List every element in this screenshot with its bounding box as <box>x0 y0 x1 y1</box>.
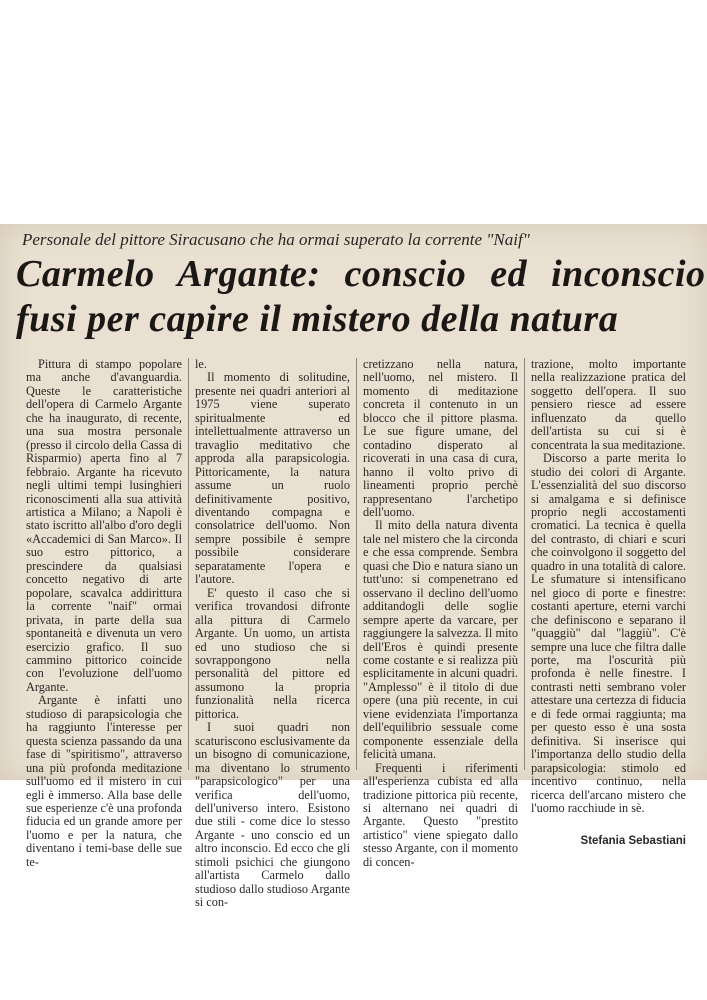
paragraph: Il mito della natura diventa tale nel mistero che la circonda e che essa comprende. Sembra quasi che Dio e natura siano un tutt'uno: si compenetrano ed osservano il declino dell'uomo additandogli delle soglie sempre aperte da varcare, per raggiungere la salvezza. Il mito dell'Eros è quindi presente come costante e si realizza più esplicitamente in alcuni quadri. "Amplesso" è il titolo di due opere (una più recente, in cui viene evidenziata l'importanza dell'equilibrio sessuale come componente essenziale della felicità umana. <box>363 518 518 762</box>
paragraph: Pittura di stampo popolare ma anche d'avanguardia. Queste le caratteristiche dell'opera di Carmelo Argante che ha inaugurato, di recente, una sua mostra personale (presso il circolo della Cassa di Risparmio) aperta fino al 7 febbraio. Argante ha ricevuto negli ultimi tempi lusinghieri riconoscimenti alla sua attività artistica a Milano; a Napoli è stato iscritto all'albo d'oro degli «Accademici di San Marco». Il suo estro pittorico, a prescindere da qualsiasi concetto negativo di arte popolare, scavalca addirittura la corrente "naif" ormai privata, in parte della sua spontaneità e divenuta un vero esercizio grafico. Il suo cammino pittorico coincide con l'evoluzione dell'uomo Argante. <box>26 357 182 694</box>
article-column-3 <box>356 357 524 869</box>
paragraph: E' questo il caso che si verifica trovandosi difronte alla pittura di Carmelo Argante. Un uomo, un artista ed uno studioso che si sovrappongono nella personalità del pittore ed assumono la propria funzionalità nella ricerca pittorica. <box>195 585 350 721</box>
article-column-2 <box>188 357 356 910</box>
article-column-1 <box>20 357 188 869</box>
paragraph: Il momento di solitudine, presente nei quadri anteriori al 1975 viene superato spiritualmente ed intellettualmente attraverso un travaglio meditativo che approda alla parapsicologia. Pittoricamente, la natura assume un ruolo definitivamente positivo, diventando compagna e consolatrice dell'uomo. Non sempre possibile è sempre possibile considerare separatamente l'opera e l'autore. <box>195 370 350 587</box>
author-byline: Stefania Sebastiani <box>580 835 686 848</box>
article-column-4 <box>524 357 692 848</box>
paragraph: le. <box>195 357 207 371</box>
headline <box>16 252 706 342</box>
kicker-subtitle: Personale del pittore Siracusano che ha ormai superato la corrente "Naif" <box>22 230 530 249</box>
headline-line-2: fusi per capire il mistero della natura <box>16 298 619 340</box>
paragraph: Discorso a parte merita lo studio dei colori di Argante. L'essenzialità del suo discorso si amalgama e si definisce proprio negli accostamenti cromatici. La tecnica è quella del contrasto, di chiari e scuri che coinvolgono il soggetto del quadro in una totalità di calore. Le sfumature si intensificano nel gioco di porte e finestre: costanti aperture, eterni varchi che definiscono e separano il "quaggiù" dal "laggiù". C'è sempre una luce che filtra dalle porte, ma l'oscurità più profonda è nelle finestre. I contrasti netti sembrano voler attestare una certezza di fiducia e di fede ormai raggiunta; ma per questo esso è una sosta definitiva. Si inserisce qui l'importanza dello studio della parapsicologia: stimolo ed incentivo continuo, nella ricerca dell'arcano mistero che l'uomo racchiude in sè. <box>531 451 686 815</box>
headline-line-1: Carmelo Argante: conscio ed inconscio <box>16 253 706 295</box>
paragraph: Frequenti i riferimenti all'esperienza cubista ed alla tradizione pittorica più recente, si alternano nei quadri di Argante. Questo "prestito artistico" viene spiegato dallo stesso Argante, con il momento di concen- <box>363 760 518 869</box>
paragraph: I suoi quadri non scaturiscono esclusivamente da un bisogno di comunicazione, ma diventano lo strumento "parapsicologico" per una verifica dell'uomo, dell'universo intero. Esistono due stili - come dice lo stesso Argante - uno conscio ed un altro inconscio. Ed ecco che gli stimoli psichici che giungono all'artista Carmelo dallo studioso dallo studioso Argante si con- <box>195 720 350 910</box>
paragraph: Argante è infatti uno studioso di parapsicologia che ha raggiunto l'interesse per questa scienza passando da una fase di "spiritismo", attraverso una più profonda meditazione sull'uomo ed il mistero in cui egli è immerso. Alla base delle sue esperienze c'è una profonda fiducia ed un grande amore per l'uomo e per la natura, che diventano i temi-base delle sue te- <box>26 693 182 869</box>
article-body <box>20 357 692 910</box>
newspaper-clipping <box>0 224 707 910</box>
paragraph: cretizzano nella natura, nell'uomo, nel mistero. Il momento di meditazione concreta il contenuto in un blocco che il pittore plasma. Le sue figure umane, del contadino disperato al ricoverati in una casa di cura, hanno il volto privo di lineamenti proprio perchè rappresentano l'archetipo dell'uomo. <box>363 357 518 519</box>
paragraph: trazione, molto importante nella realizzazione pratica del soggetto dell'opera. Il suo pensiero riesce ad essere influenzato da quello dell'artista su cui si è concentrata la sua meditazione. <box>531 357 686 452</box>
